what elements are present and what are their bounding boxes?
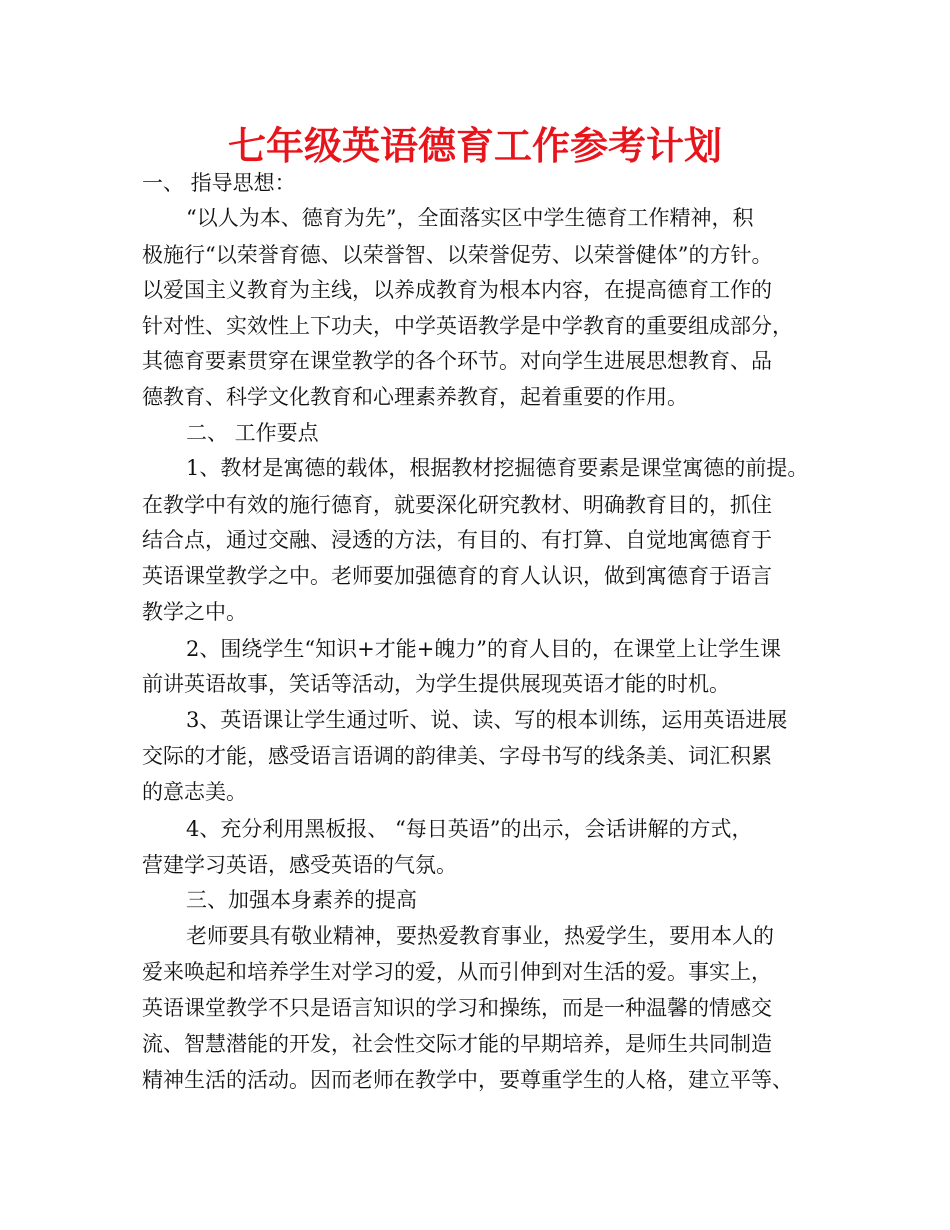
body-line: 极施行“以荣誉育德、以荣誉智、以荣誉促劳、以荣誉健体”的方针。	[142, 243, 773, 267]
body-line: 爱来唤起和培养学生对学习的爱，从而引伸到对生活的爱。事实上，	[142, 960, 772, 984]
body-line: 在教学中有效的施行德育，就要深化研究教材、明确教育目的，抓住	[142, 493, 772, 517]
document-title: 七年级英语德育工作参考计划	[227, 123, 722, 168]
body-line: 以爱国主义教育为主线，以养成教育为根本内容，在提高德育工作的	[142, 278, 772, 302]
body-line: 的意志美。	[142, 780, 247, 804]
body-line: 英语课堂教学不只是语言知识的学习和操练，而是一种温馨的情感交	[142, 996, 772, 1020]
body-line: 针对性、实效性上下功夫，中学英语教学是中学教育的重要组成部分，	[142, 314, 793, 338]
body-line: 营建学习英语，感受英语的气氛。	[142, 853, 457, 877]
body-line: 结合点，通过交融、浸透的方法，有目的、有打算、自觉地寓德育于	[142, 528, 772, 552]
body-line: “以人为本、德育为先”，全面落实区中学生德育工作精神，积	[186, 206, 754, 230]
body-line: 流、智慧潜能的开发，社会性交际才能的早期培养，是师生共同制造	[142, 1032, 772, 1056]
body-line: 三、加强本身素养的提高	[186, 888, 417, 912]
body-line: 1、教材是寓德的载体，根据教材挖掘德育要素是课堂寓德的前提。	[186, 456, 809, 480]
body-line: 二、 工作要点	[186, 421, 319, 445]
body-line: 精神生活的活动。因而老师在教学中，要尊重学生的人格，建立平等、	[142, 1068, 793, 1092]
body-line: 英语课堂教学之中。老师要加强德育的育人认识，做到寓德育于语言	[142, 564, 772, 588]
body-line: 德教育、科学文化教育和心理素养教育，起着重要的作用。	[142, 385, 688, 409]
body-line: 2、围绕学生“知识+才能+魄力”的育人目的，在课堂上让学生课	[186, 637, 782, 661]
body-line: 交际的才能，感受语言语调的韵律美、字母书写的线条美、词汇积累	[142, 744, 772, 768]
body-line: 3、英语课让学生通过听、说、读、写的根本训练，运用英语进展	[186, 708, 788, 732]
body-line: 前讲英语故事，笑话等活动，为学生提供展现英语才能的时机。	[142, 672, 730, 696]
body-line: 老师要具有敬业精神，要热爱教育事业，热爱学生，要用本人的	[186, 924, 774, 948]
body-line: 教学之中。	[142, 600, 247, 624]
body-line: 4、充分利用黑板报、 “每日英语”的出示，会话讲解的方式，	[186, 817, 753, 841]
body-line: 一、 指导思想：	[142, 171, 296, 195]
body-line: 其德育要素贯穿在课堂教学的各个环节。对向学生进展思想教育、品	[142, 349, 772, 373]
